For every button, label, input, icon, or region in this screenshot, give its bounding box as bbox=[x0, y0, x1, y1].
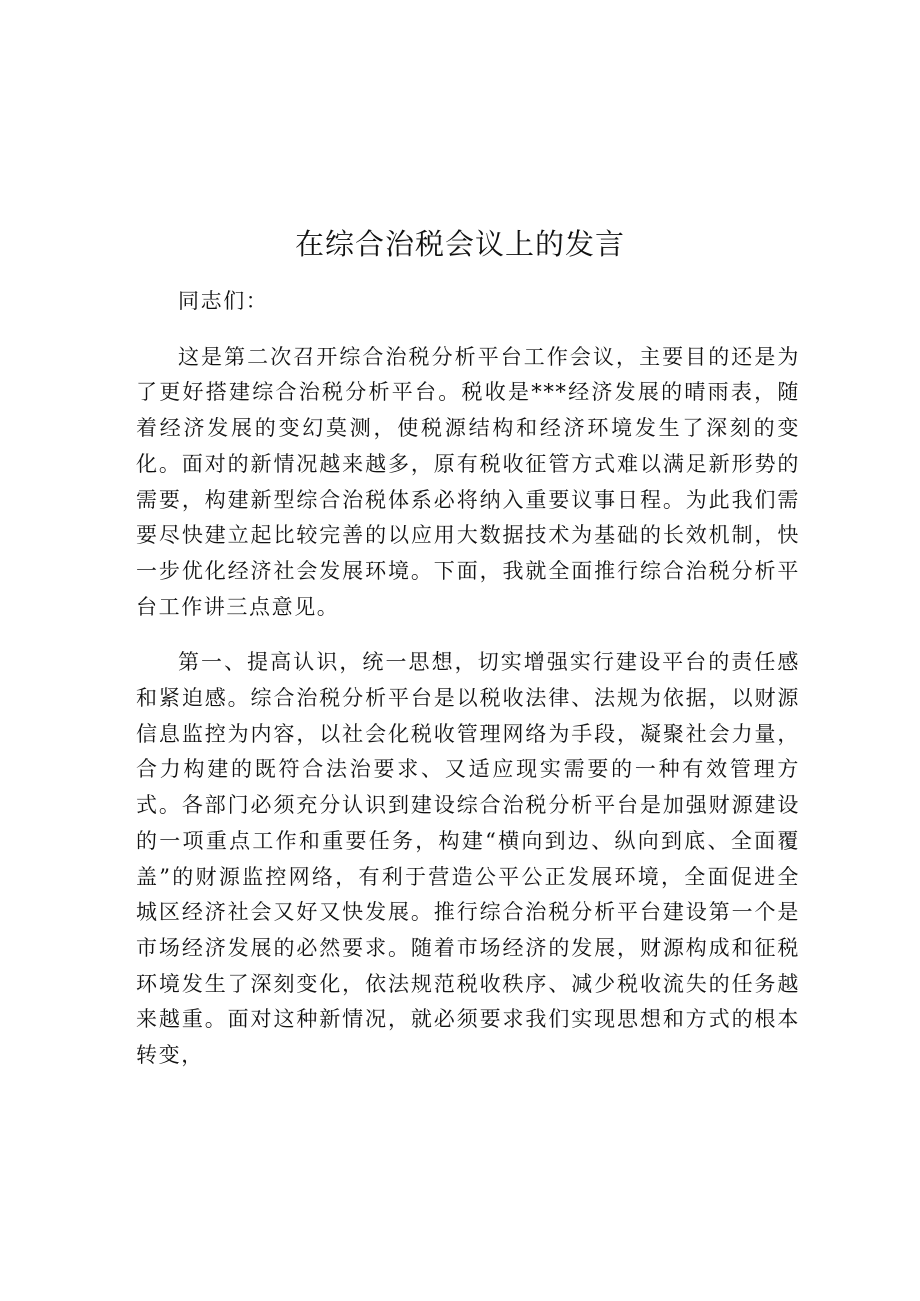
paragraph-point-one: 第一、提高认识，统一思想，切实增强实行建设平台的责任感和紧迫感。综合治税分析平台是以税收法律、法规为依据，以财源信息监控为内容，以社会化税收管理网络为手段，凝聚社会力量，合力构建的既符合法治要求、又适应现实需要的一种有效管理方式。各部门必须充分认识到建设综合治税分析平台是加强财源建设的一项重点工作和重要任务，构建“横向到边、纵向到底、全面覆盖”的财源监控网络，有利于营造公平公正发展环境，全面促进全城区经济社会又好又快发展。推行综合治税分析平台建设第一个是市场经济发展的必然要求。随着市场经济的发展，财源构成和征税环境发生了深刻变化，依法规范税收秩序、减少税收流失的任务越来越重。面对这种新情况，就必须要求我们实现思想和方式的根本转变， bbox=[136, 650, 800, 1068]
paragraph-intro: 这是第二次召开综合治税分析平台工作会议，主要目的还是为了更好搭建综合治税分析平台。税收是***经济发展的晴雨表，随着经济发展的变幻莫测，使税源结构和经济环境发生了深刻的变化。面对的新情况越来越多，原有税收征管方式难以满足新形势的需要，构建新型综合治税体系必将纳入重要议事日程。为此我们需要尽快建立起比较完善的以应用大数据技术为基础的长效机制，快一步优化经济社会发展环境。下面，我就全面推行综合治税分析平台工作讲三点意见。 bbox=[136, 344, 800, 619]
salutation: 同志们： bbox=[178, 289, 269, 313]
document-body bbox=[136, 284, 800, 1094]
document-title: 在综合治税会议上的发言 bbox=[294, 227, 625, 261]
